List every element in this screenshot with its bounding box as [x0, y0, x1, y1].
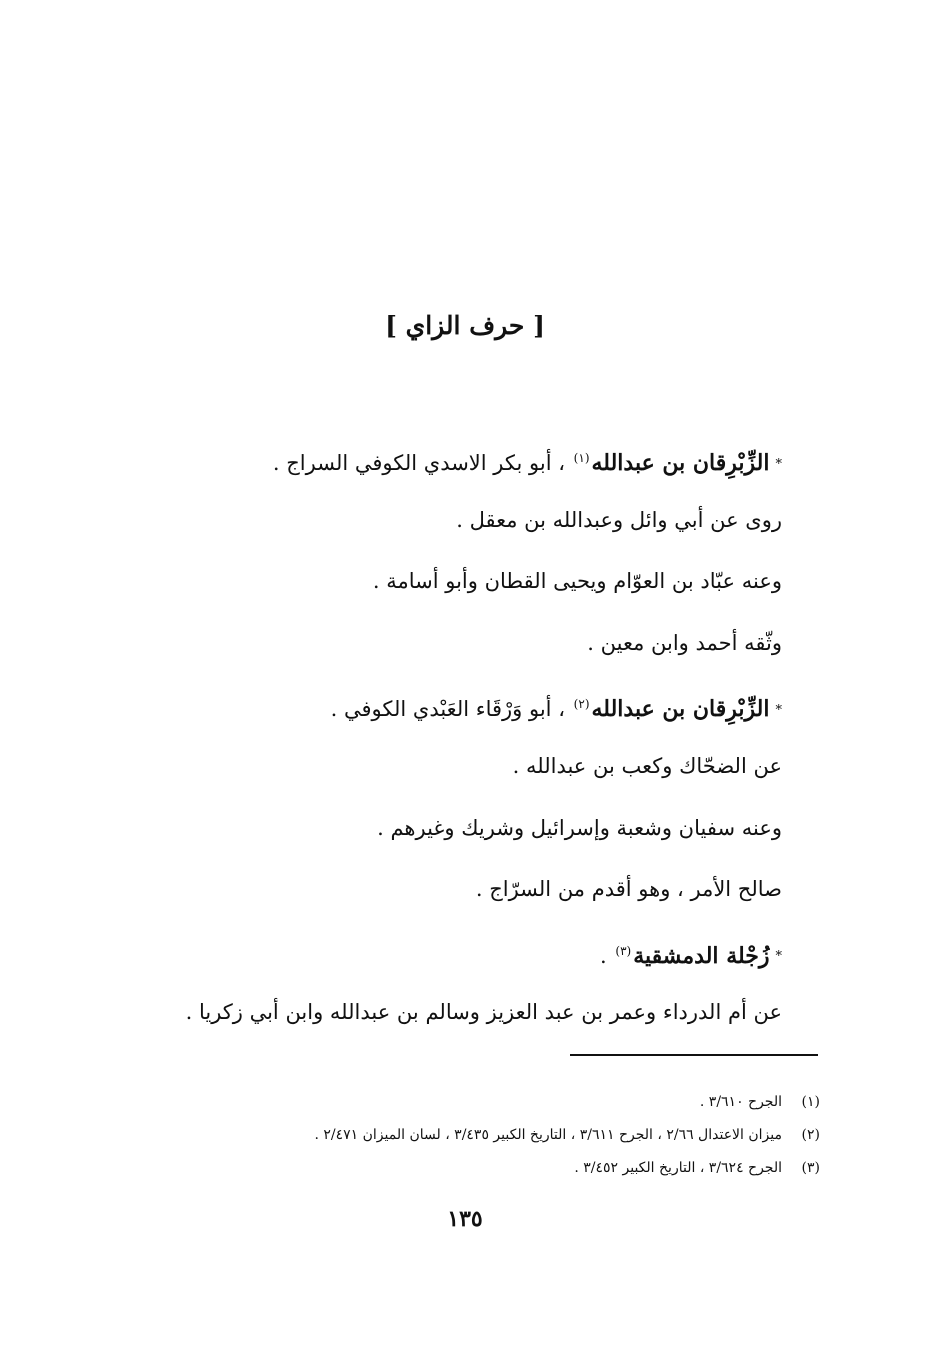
footnote-text: ميزان الاعتدال ٢/٦٦ ، الجرح ٣/٦١١ ، التاريخ الكبير ٣/٤٣٥ ، لسان الميزان ٢/٤٧١ .	[314, 1127, 782, 1143]
entry-description: ، أبو بكر الاسدي الكوفي السراج .	[272, 451, 565, 475]
footnote-number: (٢)	[801, 1127, 820, 1143]
footnote-text: الجرح ٣/٦٢٤ ، التاريخ الكبير ٣/٤٥٢ .	[574, 1160, 782, 1176]
text-line: روى عن أبي وائل وعبدالله بن معقل .	[456, 507, 782, 532]
text-line: وعنه عبّاد بن العوّام ويحيى القطان وأبو أسامة .	[372, 569, 782, 594]
footnote-number: (٣)	[801, 1160, 820, 1176]
page-number: ١٣٥	[447, 1206, 483, 1232]
text-line: وعنه سفيان وشعبة وإسرائيل وشريك وغيرهم .	[377, 815, 782, 840]
entry-marker: *	[775, 703, 782, 719]
entry-heading-line	[142, 921, 782, 983]
footnote-reference: (٢)	[573, 697, 590, 712]
text-line: صالح الأمر ، وهو أقدم من السرّاج .	[475, 877, 782, 902]
entry-marker: *	[775, 949, 782, 965]
entry-name: الزِّبْرِقان بن عبدالله	[591, 696, 770, 723]
entry-name: الزِّبْرِقان بن عبدالله	[591, 450, 770, 476]
footnote	[180, 1086, 820, 1119]
footnotes	[180, 1086, 820, 1185]
footnote	[180, 1152, 820, 1185]
footnote-divider	[570, 1054, 818, 1056]
footnote-reference: (٣)	[615, 943, 632, 958]
footnote-number: (١)	[801, 1094, 820, 1110]
footnote	[180, 1119, 820, 1152]
footnote-reference: (١)	[573, 451, 590, 465]
text-line: عن الضحّاك وكعب بن عبدالله .	[512, 753, 782, 778]
entry-marker: *	[775, 456, 782, 472]
chapter-heading: [ حرف الزاي ]	[385, 311, 545, 340]
entry-name: زُجْلة الدمشقية	[633, 942, 770, 969]
entry-heading-line	[142, 674, 782, 736]
footnote-text: الجرح ٣/٦١٠ .	[699, 1094, 782, 1110]
entry-description: ، أبو وَرْقَاء العَبْدي الكوفي .	[330, 697, 565, 722]
biography-entries	[142, 428, 782, 1044]
text-line: وثّقه أحمد وابن معين .	[587, 630, 782, 655]
entry-heading-line	[142, 428, 782, 490]
text-line: عن أم الدرداء وعمر بن عبد العزيز وسالم بن عبدالله وابن أبي زكريا .	[185, 1000, 782, 1025]
entry-description: .	[600, 943, 607, 968]
